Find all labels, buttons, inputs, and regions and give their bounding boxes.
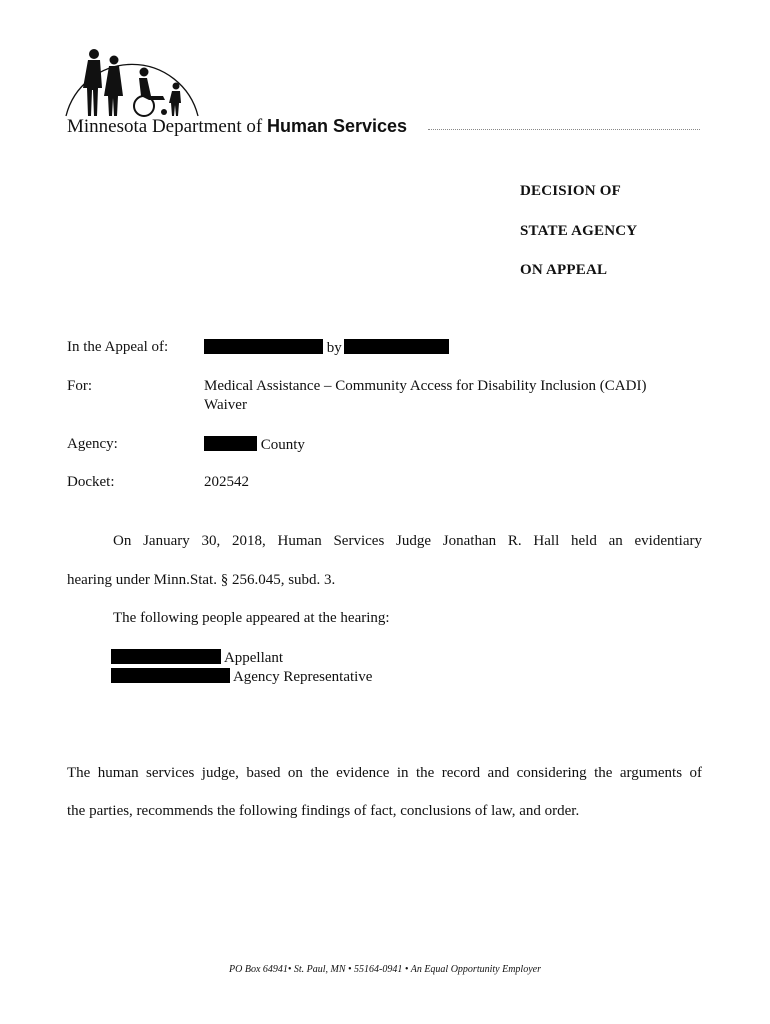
org-name-bold: Human Services xyxy=(266,116,408,136)
title-line-3: ON APPEAL xyxy=(520,262,608,278)
hearing-paragraph-line-2: hearing under Minn.Stat. § 256.045, subd. 3. xyxy=(67,572,336,588)
appeal-value xyxy=(204,339,449,357)
docket-label: Docket: xyxy=(67,474,115,490)
agency-value xyxy=(204,436,305,454)
hearing-paragraph-line-1: On January 30, 2018, Human Services Judge Jonathan R. Hall held an evidentiary xyxy=(113,533,702,549)
title-line-2: STATE AGENCY xyxy=(520,223,638,239)
redaction-county xyxy=(204,436,257,451)
redaction-appellant xyxy=(204,339,323,354)
appearance-appellant xyxy=(111,649,283,667)
appearance-appellant-role: Appellant xyxy=(223,650,284,666)
org-name xyxy=(67,116,407,138)
org-name-regular: Minnesota Department of xyxy=(67,116,267,137)
for-value-line-1: Medical Assistance – Community Access for Disability Inclusion (CADI) xyxy=(204,378,647,394)
redaction-representative xyxy=(344,339,449,354)
recommend-paragraph-line-2: the parties, recommends the following findings of fact, conclusions of law, and order. xyxy=(67,803,580,819)
agency-label: Agency: xyxy=(67,436,118,452)
agency-county: County xyxy=(260,437,305,453)
appearance-agency-role: Agency Representative xyxy=(232,669,373,685)
header-rule xyxy=(428,129,700,130)
appearance-agency xyxy=(111,668,372,686)
recommend-paragraph-line-1: The human services judge, based on the evidence in the record and considering the arguments of xyxy=(67,765,702,781)
appeal-label: In the Appeal of: xyxy=(67,339,169,355)
title-line-1: DECISION OF xyxy=(520,183,621,199)
family-silhouette-icon xyxy=(64,42,204,122)
redaction-agency-rep-name xyxy=(111,668,230,683)
appeared-intro: The following people appeared at the hearing: xyxy=(113,610,390,626)
footer-address: PO Box 64941• St. Paul, MN • 55164-0941 • An Equal Opportunity Employer xyxy=(229,964,541,975)
for-label: For: xyxy=(67,378,93,394)
for-value-line-2: Waiver xyxy=(204,397,247,413)
appeal-by: by xyxy=(326,340,342,356)
docket-value: 202542 xyxy=(204,474,249,490)
redaction-appellant-name xyxy=(111,649,221,664)
